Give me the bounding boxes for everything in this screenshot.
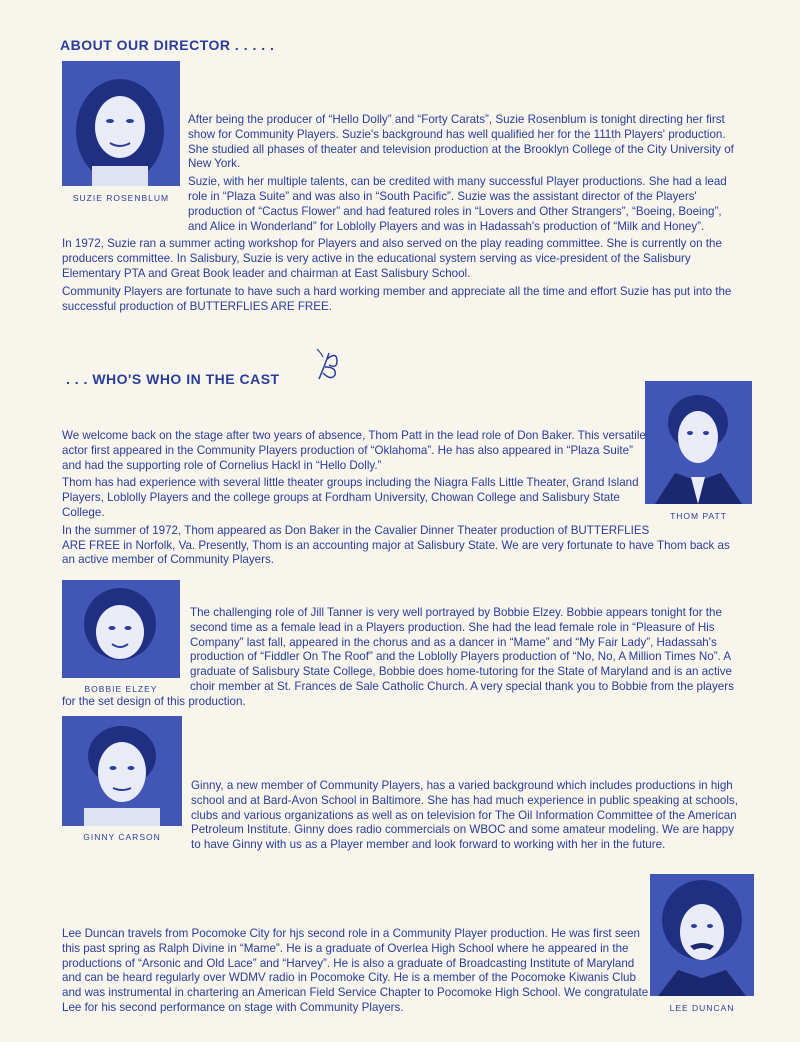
cast-heading: . . . WHO'S WHO IN THE CAST	[66, 371, 280, 387]
thom-patt-paragraph-2: Thom has had experience with several little theater groups including the Niagra Falls Little Theater, Grand Island Players, Loblolly Players and the college groups at Fordham University, Chowan College and Salisbury State College.	[62, 476, 639, 519]
portrait-image	[650, 874, 754, 996]
lee-duncan-caption: LEE DUNCAN	[669, 1003, 735, 1013]
lee-duncan-paragraph-1: Lee Duncan travels from Pocomoke City for hjs second role in a Community Player production. He was first seen this past spring as Ralph Divine in “Mame”. He is a graduate of Overlea High School where he appeared in the productions of “Arsonic and Old Lace” and “Harvey”. He is also a graduate of Broadcasting Institute of Maryland and can be heard regularly over WDMV radio in Pocomoke City. He is a member of the Pocomoke Kiwanis Club and was instrumental in chartering an American Field Service Chapter to Pocomoke High School. We congratulate Lee for his second performance on stage with Community Players.	[62, 927, 649, 1014]
thom-patt-text	[62, 429, 738, 571]
suzie-rosenblum-caption: SUZIE ROSENBLUM	[72, 193, 170, 203]
lee-duncan-text	[62, 927, 650, 1019]
ginny-carson-caption: GINNY CARSON	[83, 832, 161, 842]
director-heading: ABOUT OUR DIRECTOR . . . . .	[60, 37, 275, 53]
thom-patt-caption: THOM PATT	[670, 511, 727, 521]
thom-patt-paragraph-1: We welcome back on the stage after two years of absence, Thom Patt in the lead role of Don Baker. This versatile actor first appeared in the Community Players production of “Oklahoma”. He has also appeared in “Plaza Suite” and had the supporting role of Cornelius Hackl in “Hello Dolly.”	[62, 429, 646, 472]
director-paragraph-3: In 1972, Suzie ran a summer acting workshop for Players and also served on the play reading committee. She is currently on the producers committee. In Salisbury, Suzie is very active in the educational system serving as vice-president of the Salisbury Elementary PTA and Great Book leader and chairman at East Salisbury School.	[62, 237, 722, 280]
ginny-carson-paragraph-1: Ginny, a new member of Community Players, has a varied background which includes productions in high school and at Bard-Avon School in Baltimore. She has had much experience in public speaking at schools, clubs and various organizations as well as on television for The Oil Information Committee of the American Petroleum Institute. Ginny does radio commercials on WBOC and some amateur modeling. We are happy to have Ginny with us as a Player member and look forward to working with her in the future.	[191, 779, 738, 852]
ginny-carson-text	[62, 779, 738, 856]
director-paragraph-2: Suzie, with her multiple talents, can be credited with many successful Player productions. She had a lead role in “Plaza Suite” and was also in “South Pacific”. Suzie was the assistant director of the Players' production of “Cactus Flower” and had featured roles in “Lovers and Other Strangers”, “Boeing, Boeing”, and Alice in Wonderland” for Loblolly Players and was in Hadassah's production of “Milk and Honey”.	[188, 175, 727, 233]
bobbie-elzey-caption: BOBBIE ELZEY	[84, 684, 158, 694]
butterfly-icon	[307, 345, 347, 385]
lee-duncan-photo	[650, 874, 754, 996]
bobbie-elzey-text	[62, 606, 740, 713]
director-text	[62, 113, 736, 317]
bobbie-elzey-paragraph-1: The challenging role of Jill Tanner is very well portrayed by Bobbie Elzey. Bobbie appears tonight for the second time as a female lead in a Players production. She had the lead female role in “Pleasure of His Company” last fall, appeared in the chorus and as a dancer in “Mame” and “My Fair Lady”, Hadassah's production of “Fiddler On The Roof” and the Loblolly Players production of “No, No, A Million Times No”. A graduate of Salisbury State College, Bobbie does home-tutoring for the State of Maryland and is an active choir member at St. Frances de Sale Catholic Church. A very special thank you to Bobbie from the players for the set design of this production.	[62, 606, 734, 708]
director-paragraph-4: Community Players are fortunate to have such a hard working member and appreciate all the time and effort Suzie has put into the successful production of BUTTERFLIES ARE FREE.	[62, 284, 732, 313]
director-paragraph-1: After being the producer of “Hello Dolly” and “Forty Carats”, Suzie Rosenblum is tonight directing her first show for Community Players. Suzie's background has well qualified her for the 111th Players' production. She studied all phases of theater and television production at the Brooklyn College of the City University of New York.	[188, 113, 734, 171]
thom-patt-paragraph-3: In the summer of 1972, Thom appeared as Don Baker in the Cavalier Dinner Theater production of BUTTERFLIES ARE FREE in Norfolk, Va. Presently, Thom is an accounting major at Salisbury State. We are very fortunate to have Thom back as an active member of Community Players.	[62, 523, 730, 567]
